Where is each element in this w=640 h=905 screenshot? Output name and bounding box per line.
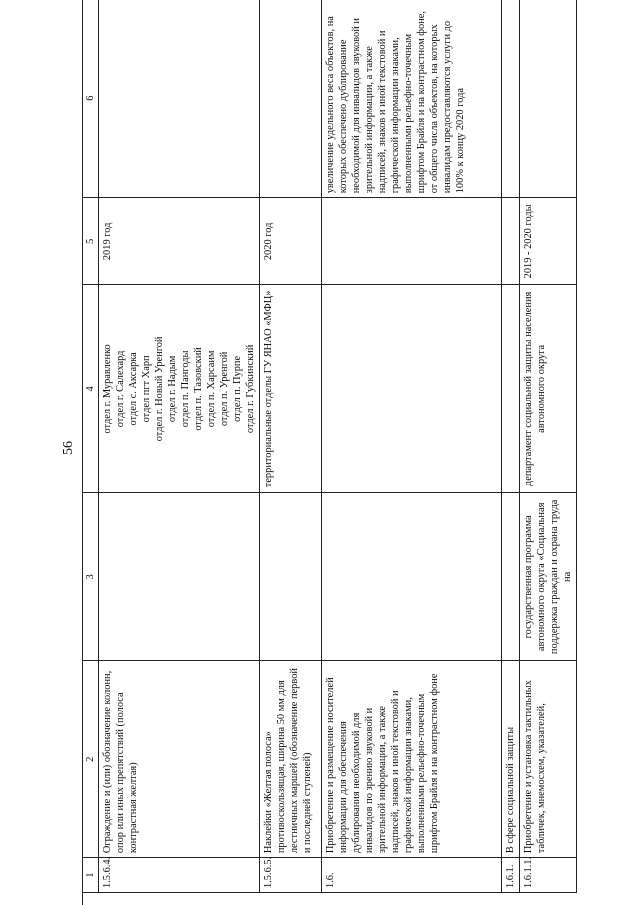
executor-line: отдел г. Салехард bbox=[115, 350, 126, 428]
row-executors bbox=[520, 285, 577, 493]
row-result bbox=[260, 0, 322, 198]
executor-line: отдел с. Аксарка bbox=[128, 352, 139, 426]
executor-line: отдел г. Губкинский bbox=[245, 344, 256, 434]
row-program: государственная программа автономного округа «Социальная поддержка граждан и охрана труда на bbox=[520, 493, 577, 661]
row-program bbox=[260, 493, 322, 661]
plan-table bbox=[82, 0, 577, 893]
executor-line: отдел п. Пурпе bbox=[232, 355, 243, 422]
row-term bbox=[502, 198, 520, 285]
header-col-3: 3 bbox=[83, 493, 99, 661]
row-number: 1.6.1. bbox=[502, 858, 520, 893]
table-row bbox=[260, 0, 322, 893]
row-executors bbox=[99, 285, 260, 493]
row-number: 1.5.6.5. bbox=[260, 858, 322, 893]
row-program bbox=[322, 493, 502, 661]
row-result bbox=[99, 0, 260, 198]
executor-line: департамент социальной защиты населения автономного округа bbox=[523, 291, 547, 487]
top-border-line bbox=[82, 893, 83, 905]
executor-line: отдел пгт Харп bbox=[141, 355, 152, 423]
executor-line: отдел г. Муравленко bbox=[102, 344, 113, 434]
row-result: увеличение удельного веса объектов, на которых обеспечено дублирование необходимой для инвалидов звуковой и зрительной информации, а также надписей, знаков и иной текстовой и графической информации знаками, выполненными рельефно-точечным шрифтом Брайля и на контрастном фоне, от общего числа объектов, на которых инвалидам предоставляются услуги до 100% к концу 2020 года bbox=[322, 0, 502, 198]
row-term bbox=[322, 198, 502, 285]
row-description: Приобретение и установка тактильных табличек, мнемосхем, указателей, bbox=[520, 661, 577, 858]
executor-line: отдел г. Новый Уренгой bbox=[154, 336, 165, 442]
table-row bbox=[99, 0, 260, 893]
header-col-6: 6 bbox=[83, 0, 99, 198]
row-description: Наклейки «Желтая полоса» противоскользящая, ширина 50 мм для лестничных маршей (обозначение первой и последней ступеней) bbox=[260, 661, 322, 858]
row-result bbox=[502, 0, 520, 198]
row-description: Ограждение и (или) обозначение колонн, опор или иных препятствий (полоса контрастная желтая) bbox=[99, 661, 260, 858]
row-description: В сфере социальной защиты bbox=[502, 661, 520, 858]
row-description: Приобретение и размещение носителей информации для обеспечения дублирования необходимой для инвалидов по зрению звуковой и зрительной информации, а также надписей, знаков и иной текстовой и графической информации знаками, выполненными рельефно-точечным шрифтом Брайля и на контрастном фоне bbox=[322, 661, 502, 858]
row-term: 2019 год bbox=[99, 198, 260, 285]
header-row bbox=[83, 0, 99, 893]
row-result bbox=[520, 0, 577, 198]
executor-line: отдел г. Надым bbox=[167, 355, 178, 423]
header-col-2: 2 bbox=[83, 661, 99, 858]
table-row bbox=[520, 0, 577, 893]
row-executors bbox=[502, 285, 520, 493]
table-row bbox=[322, 0, 502, 893]
row-executors bbox=[322, 285, 502, 493]
executor-line: территориальные отделы ГУ ЯНАО «МФЦ» bbox=[263, 290, 274, 488]
row-number: 1.6. bbox=[322, 858, 502, 893]
executor-line: отдел п. Тазовский bbox=[193, 347, 204, 431]
row-number: 1.6.1.1. bbox=[520, 858, 577, 893]
row-term: 2019 - 2020 годы bbox=[520, 198, 577, 285]
header-col-1: 1 bbox=[83, 858, 99, 893]
executor-line: отдел п. Харсаим bbox=[206, 350, 217, 428]
table-row bbox=[502, 0, 520, 893]
row-executors bbox=[260, 285, 322, 493]
executor-line: отдел п. Уренгой bbox=[219, 351, 230, 427]
row-term: 2020 год bbox=[260, 198, 322, 285]
executor-line: отдел п. Пангоды bbox=[180, 350, 191, 428]
row-program bbox=[502, 493, 520, 661]
header-col-4: 4 bbox=[83, 285, 99, 493]
row-number: 1.5.6.4. bbox=[99, 858, 260, 893]
header-col-5: 5 bbox=[83, 198, 99, 285]
page-number: 56 bbox=[61, 441, 76, 455]
row-program bbox=[99, 493, 260, 661]
